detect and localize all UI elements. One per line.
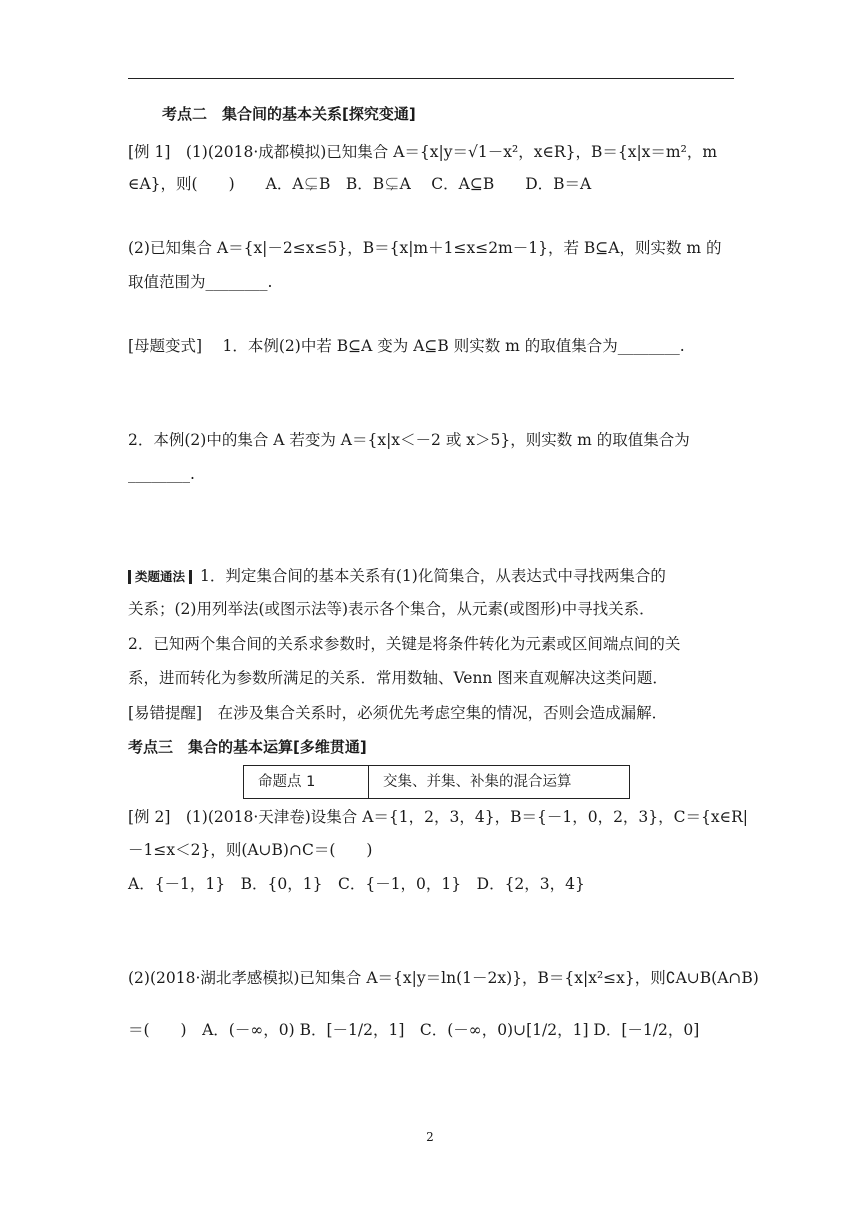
example2-line2: －1≤x＜2}，则(A∪B)∩C＝( ) <box>128 841 373 859</box>
variant-line1: [母题变式] 1．本例(2)中若 B⊆A 变为 A⊆B 则实数 m 的取值集合为________. <box>128 337 685 355</box>
method-line1 <box>128 564 666 588</box>
proposition-label: 命题点 1 <box>258 774 316 790</box>
section3-title: 考点三 集合的基本运算[多维贯通] <box>128 738 367 756</box>
example2-part2-line2: ＝( ) A．(－∞，0) B．[－1/2，1] C．(－∞，0)∪[1/2，1] D．[－1/2，0] <box>128 1021 700 1039</box>
variant-line2: 2．本例(2)中的集合 A 若变为 A＝{x|x＜－2 或 x＞5}，则实数 m 的取值集合为 <box>128 431 690 449</box>
section2-title: 考点二 集合间的基本关系[探究变通] <box>162 105 416 123</box>
example1-part2-line1: (2)已知集合 A＝{x|－2≤x≤5}，B＝{x|m＋1≤x≤2m－1}，若 B⊆A，则实数 m 的 <box>128 239 722 257</box>
method-text1: 1．判定集合间的基本关系有(1)化简集合，从表达式中寻找两集合的 <box>200 567 666 585</box>
proposition-content: 交集、并集、补集的混合运算 <box>368 766 629 798</box>
error-tip: [易错提醒] 在涉及集合关系时，必须优先考虑空集的情况，否则会造成漏解． <box>128 704 668 722</box>
variant-line3: ________. <box>128 465 195 483</box>
page-number: 2 <box>426 1130 434 1144</box>
method-line3: 2．已知两个集合间的关系求参数时，关键是将条件转化为元素或区间端点间的关 <box>128 635 681 653</box>
proposition-box <box>243 765 630 799</box>
method-line4: 系，进而转化为参数所满足的关系．常用数轴、Venn 图来直观解决这类问题． <box>128 669 668 687</box>
method-line2: 关系；(2)用列举法(或图示法等)表示各个集合，从元素(或图形)中寻找关系． <box>128 600 655 618</box>
example2-options: A．{－1，1} B．{0，1} C．{－1，0，1} D．{2，3，4} <box>128 875 585 893</box>
example1-part2-line2: 取值范围为________. <box>128 273 273 291</box>
header-rule <box>128 78 734 79</box>
example2-part2-line1: (2)(2018·湖北孝感模拟)已知集合 A＝{x|y＝ln(1－2x)}，B＝{x|x²≤x}，则∁A∪B(A∩B) <box>128 969 759 987</box>
example1-line2: ∈A}，则( ) A．A⊊B B．B⊊A C．A⊆B D．B＝A <box>128 175 592 193</box>
example2-line1: [例 2] (1)(2018·天津卷)设集合 A＝{1，2，3，4}，B＝{－1，0，2，3}，C＝{x∈R| <box>128 808 748 826</box>
method-tag: 类题通法 <box>128 570 192 584</box>
example1-line1: [例 1] (1)(2018·成都模拟)已知集合 A＝{x|y＝√1－x²，x∈R}，B＝{x|x＝m²，m <box>128 143 718 161</box>
